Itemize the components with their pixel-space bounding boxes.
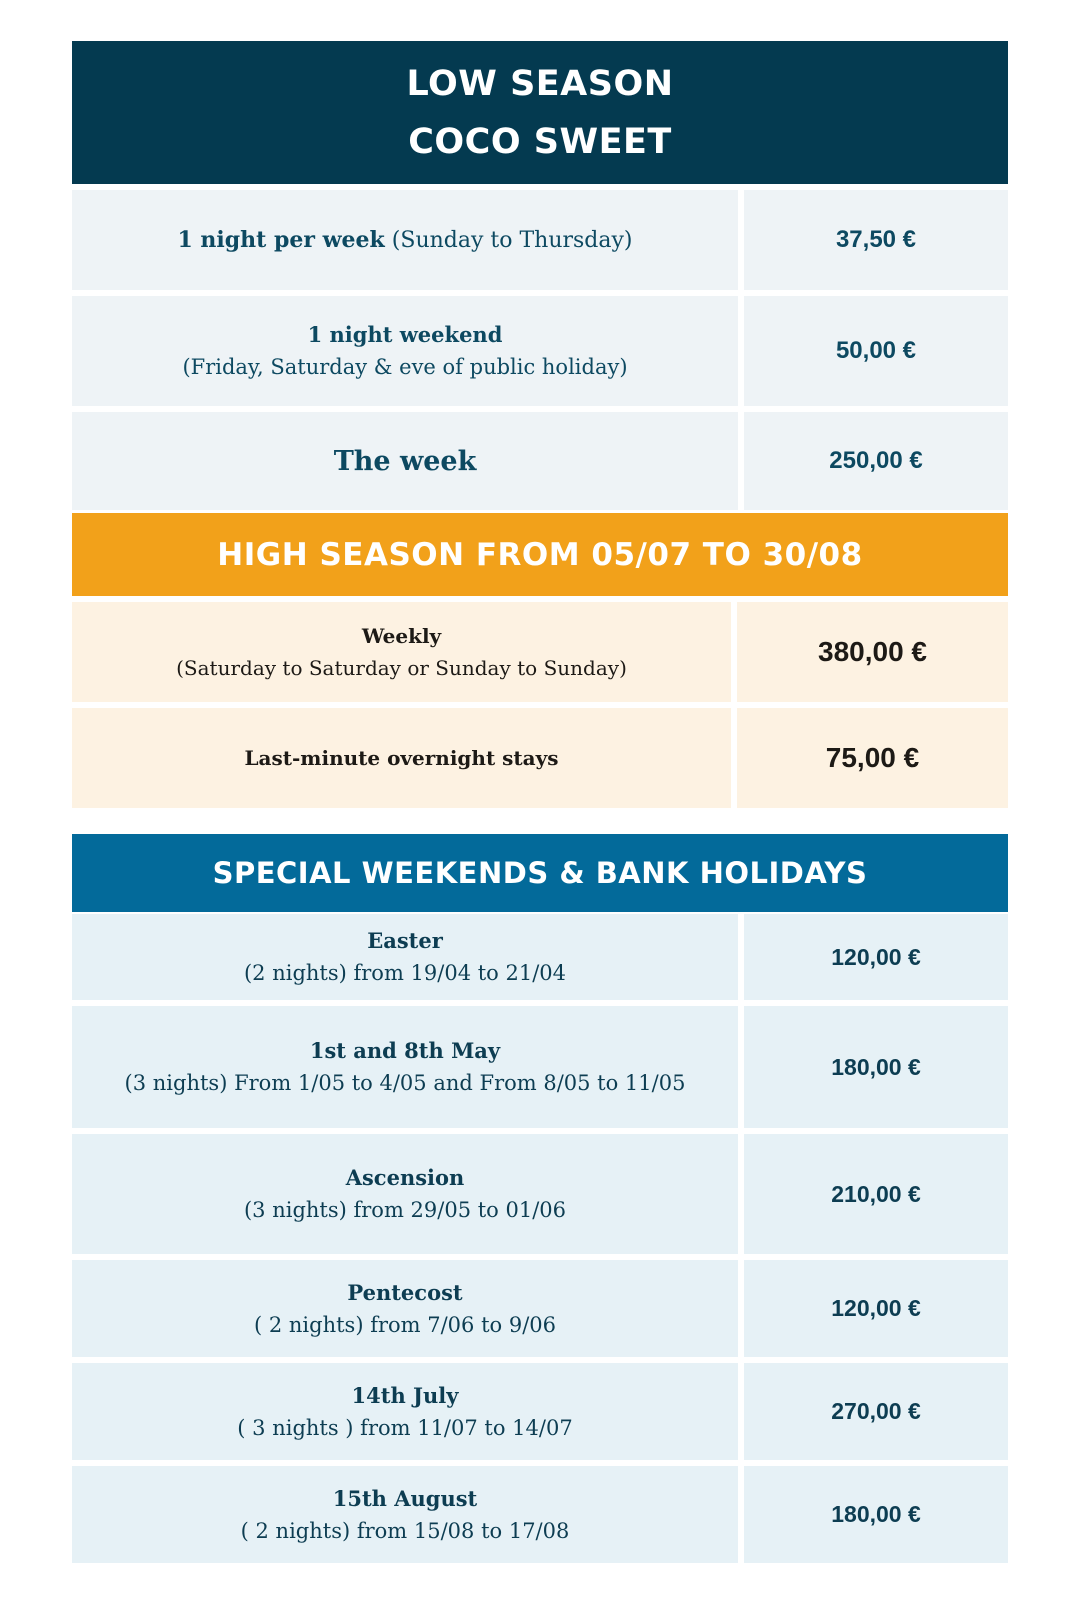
row-price: 37,50 € xyxy=(744,190,1008,290)
row-title: 14th July xyxy=(351,1382,459,1408)
low-season-header xyxy=(72,41,1008,184)
low-season-subtitle: COCO SWEET xyxy=(408,121,672,162)
row-description xyxy=(72,412,738,510)
table-row xyxy=(72,296,1008,406)
row-description xyxy=(72,1363,738,1460)
section-spacer xyxy=(72,808,1008,834)
row-subtitle: (3 nights) from 29/05 to 01/06 xyxy=(243,1198,567,1222)
high-season-title: HIGH SEASON FROM 05/07 TO 30/08 xyxy=(217,536,863,573)
table-row xyxy=(72,190,1008,290)
row-title: 1 night weekend xyxy=(307,322,503,347)
row-price: 75,00 € xyxy=(737,708,1008,808)
row-description xyxy=(72,914,738,1000)
row-price: 210,00 € xyxy=(744,1134,1008,1254)
table-row xyxy=(72,1363,1008,1460)
row-subtitle: ( 3 nights ) from 11/07 to 14/07 xyxy=(237,1415,573,1440)
table-row xyxy=(72,412,1008,510)
row-title: Easter xyxy=(367,928,443,953)
row-price: 50,00 € xyxy=(744,296,1008,406)
table-row xyxy=(72,1466,1008,1563)
row-description xyxy=(72,602,731,702)
row-description xyxy=(72,1134,738,1254)
row-price: 250,00 € xyxy=(744,412,1008,510)
row-price: 270,00 € xyxy=(744,1363,1008,1460)
row-title: Pentecost xyxy=(347,1279,463,1305)
row-price: 120,00 € xyxy=(744,1260,1008,1357)
row-price: 120,00 € xyxy=(744,914,1008,1000)
row-price: 180,00 € xyxy=(744,1466,1008,1563)
row-title: Ascension xyxy=(345,1165,465,1190)
high-season-section xyxy=(72,602,1008,808)
row-description xyxy=(72,1260,738,1357)
row-description xyxy=(72,190,738,290)
pricing-table xyxy=(72,41,1008,1563)
row-description xyxy=(72,296,738,406)
table-row xyxy=(72,1134,1008,1254)
row-subtitle: ( 2 nights) from 15/08 to 17/08 xyxy=(240,1518,570,1543)
row-title: 1 night per week xyxy=(177,227,385,253)
row-title: Weekly xyxy=(361,624,442,648)
table-row xyxy=(72,602,1008,702)
row-title: 15th August xyxy=(332,1485,478,1511)
row-description xyxy=(72,1006,738,1128)
table-row xyxy=(72,1260,1008,1357)
row-title: Last-minute overnight stays xyxy=(244,746,559,770)
row-price: 180,00 € xyxy=(744,1006,1008,1128)
table-row xyxy=(72,914,1008,1000)
special-section xyxy=(72,914,1008,1563)
low-season-title: LOW SEASON xyxy=(406,63,674,104)
row-subtitle: (Friday, Saturday & eve of public holiday) xyxy=(182,355,628,379)
row-subtitle: (Sunday to Thursday) xyxy=(384,228,633,253)
row-price: 380,00 € xyxy=(737,602,1008,702)
table-row xyxy=(72,1006,1008,1128)
row-title: 1st and 8th May xyxy=(309,1038,501,1063)
row-subtitle: ( 2 nights) from 7/06 to 9/06 xyxy=(254,1312,556,1337)
high-season-header xyxy=(72,513,1008,596)
row-description xyxy=(72,1466,738,1563)
row-subtitle: (3 nights) From 1/05 to 4/05 and From 8/05 to 11/05 xyxy=(124,1071,686,1095)
row-description xyxy=(72,708,731,808)
table-row xyxy=(72,708,1008,808)
row-subtitle: (Saturday to Saturday or Sunday to Sunday) xyxy=(176,656,627,680)
special-title: SPECIAL WEEKENDS & BANK HOLIDAYS xyxy=(212,856,868,890)
low-season-section xyxy=(72,190,1008,510)
row-title: The week xyxy=(333,445,477,477)
special-header xyxy=(72,834,1008,912)
row-subtitle: (2 nights) from 19/04 to 21/04 xyxy=(243,961,567,985)
